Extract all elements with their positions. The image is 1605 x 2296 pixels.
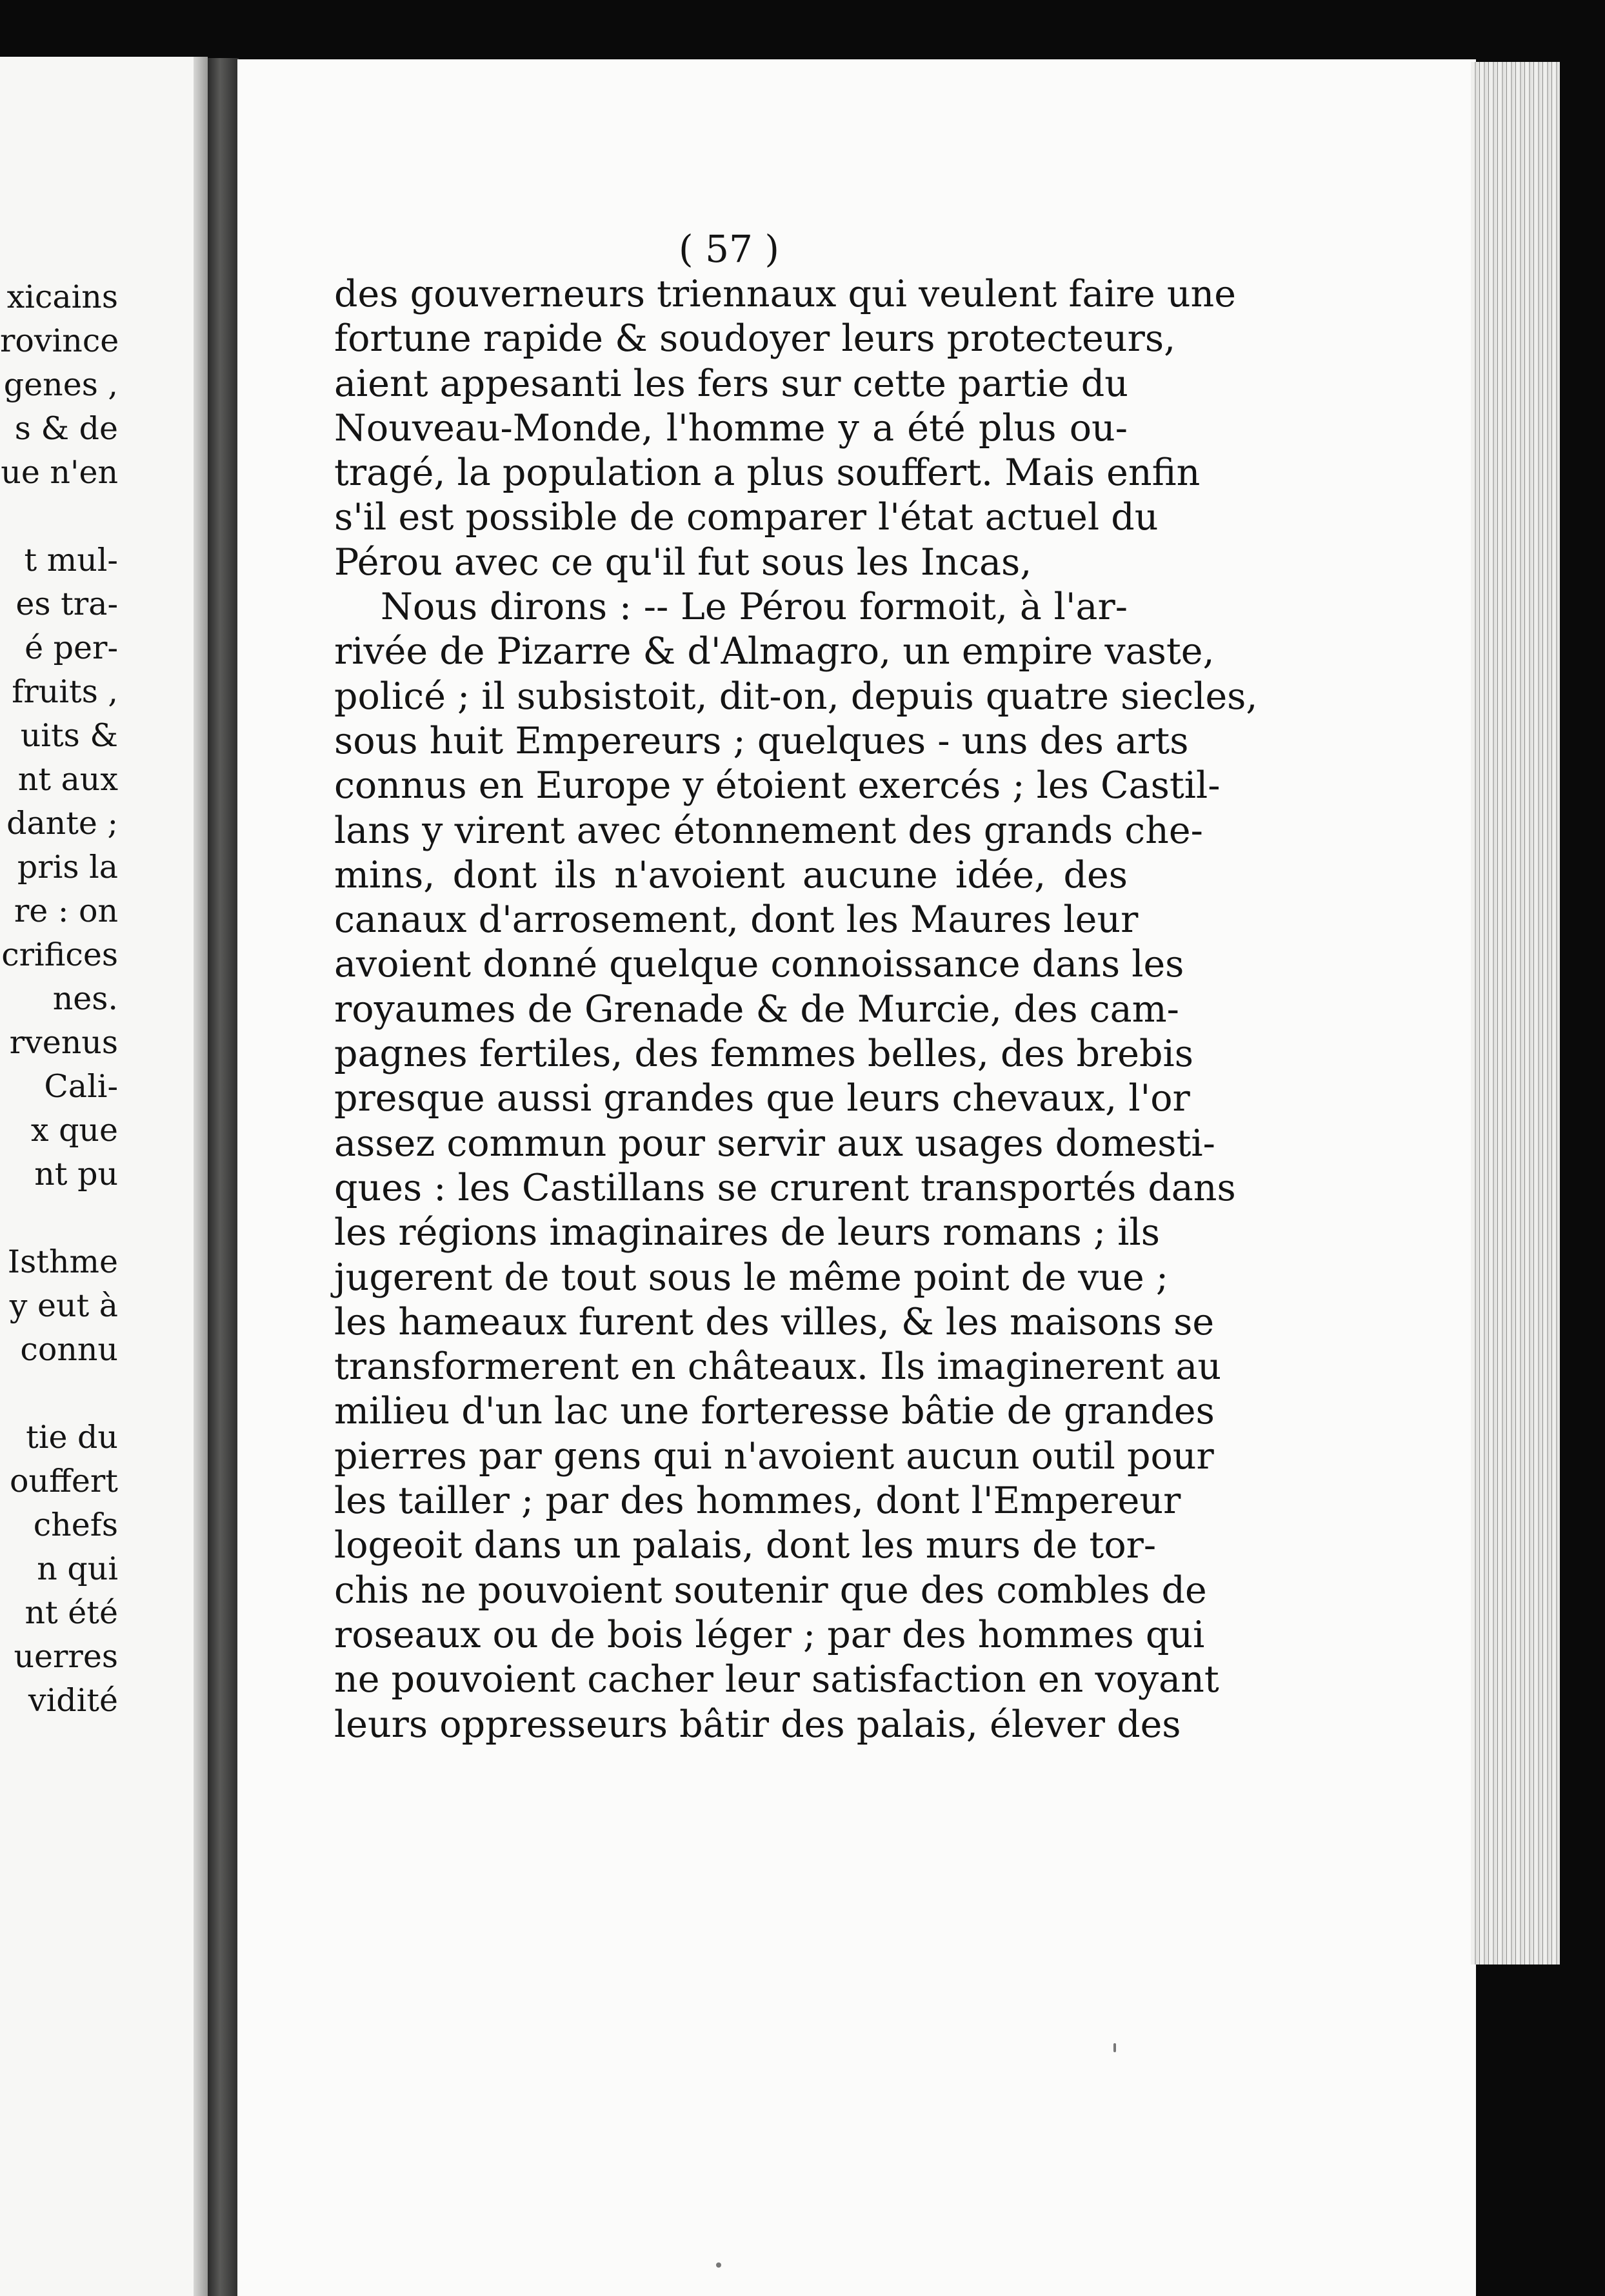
left-page-edge <box>194 57 208 2296</box>
text-line: mins, dont ils n'avoient aucune idée, des <box>334 853 1128 896</box>
text-line: canaux d'arrosement, dont les Maures leur <box>334 898 1139 942</box>
left-line: Isthme <box>7 1243 118 1280</box>
left-line: t mul- <box>24 542 118 579</box>
left-line: es tra- <box>15 586 118 622</box>
text-line: ques : les Castillans se crurent transportés dans <box>334 1166 1236 1209</box>
text-line: jugerent de tout sous le même point de vue ; <box>334 1256 1169 1299</box>
left-line: nt aux <box>17 761 118 798</box>
left-line: crifices <box>1 936 118 973</box>
left-line: chefs <box>33 1507 118 1543</box>
left-line <box>0 1196 205 1240</box>
left-line: ue n'en <box>1 454 118 491</box>
left-line: nes. <box>52 980 118 1017</box>
page-number: ( 57 ) <box>679 227 779 271</box>
text-line: Nous dirons : -- Le Pérou formoit, à l'ar- <box>381 586 1128 629</box>
text-line: Nouveau-Monde, l'homme y a été plus ou- <box>334 406 1128 450</box>
left-line: n qui <box>37 1550 118 1587</box>
text-line: pierres par gens qui n'avoient aucun outil pour <box>334 1434 1214 1478</box>
text-line: pagnes fertiles, des femmes belles, des brebis <box>334 1033 1193 1076</box>
text-line: les régions imaginaires de leurs romans ; ils <box>334 1211 1161 1254</box>
page-fore-edge <box>1471 62 1568 1964</box>
text-line: aient appesanti les fers sur cette partie du <box>334 362 1128 405</box>
left-line: nt été <box>25 1594 118 1631</box>
text-line: logeoit dans un palais, dont les murs de tor- <box>334 1524 1157 1567</box>
text-line: avoient donné quelque connoissance dans les <box>334 943 1184 986</box>
paper-speck <box>1113 2043 1116 2052</box>
left-line: uerres <box>14 1638 118 1675</box>
left-page-text <box>0 275 205 1723</box>
text-line: les tailler ; par des hommes, dont l'Empereur <box>334 1480 1181 1523</box>
text-line: milieu d'un lac une forteresse bâtie de grandes <box>334 1390 1215 1433</box>
left-line: x que <box>30 1112 118 1149</box>
left-line: pris la <box>17 849 118 886</box>
left-line: é per- <box>25 629 118 666</box>
left-line: vidité <box>28 1682 118 1719</box>
text-line: chis ne pouvoient soutenir que des combles de <box>334 1569 1207 1612</box>
text-line: connus en Europe y étoient exercés ; les Castil- <box>334 764 1221 807</box>
left-line: y eut à <box>9 1287 118 1324</box>
text-line: roseaux ou de bois léger ; par des hommes qui <box>334 1613 1205 1656</box>
background-edge <box>1560 62 1605 2296</box>
left-line: ouffert <box>10 1463 118 1499</box>
text-line: presque aussi grandes que leurs chevaux, l'or <box>334 1077 1190 1120</box>
left-line: uits & <box>20 717 118 754</box>
text-line: sous huit Empereurs ; quelques - uns des arts <box>334 719 1189 762</box>
left-line: connu <box>20 1331 118 1368</box>
body-text <box>334 272 1258 1747</box>
left-line: re : on <box>14 893 118 929</box>
left-line: s & de <box>14 410 118 447</box>
left-line: fruits , <box>12 673 118 710</box>
text-line: ne pouvoient cacher leur satisfaction en voyant <box>334 1658 1219 1701</box>
left-line: dante ; <box>6 805 118 842</box>
left-line: Cali- <box>44 1068 118 1105</box>
text-line: s'il est possible de comparer l'état actuel du <box>334 496 1159 539</box>
text-line: assez commun pour servir aux usages domesti- <box>334 1122 1215 1165</box>
paper-speck <box>716 2262 721 2268</box>
left-line: rovince <box>0 322 119 359</box>
text-line: tragé, la population a plus souffert. Mais enfin <box>334 451 1201 495</box>
text-line: lans y virent avec étonnement des grands che- <box>334 809 1203 852</box>
text-line: les hameaux furent des villes, & les maisons se <box>334 1300 1215 1343</box>
text-line: Pérou avec ce qu'il fut sous les Incas, <box>334 540 1032 584</box>
left-line: rvenus <box>9 1024 118 1061</box>
left-line: xicains <box>6 279 118 315</box>
text-line: royaumes de Grenade & de Murcie, des cam- <box>334 987 1179 1031</box>
left-line <box>0 1372 205 1416</box>
text-line: fortune rapide & soudoyer leurs protecteurs, <box>334 317 1176 361</box>
text-line: leurs oppresseurs bâtir des palais, élever des <box>334 1703 1181 1746</box>
text-line: rivée de Pizarre & d'Almagro, un empire vaste, <box>334 630 1215 673</box>
left-line: genes , <box>3 366 118 403</box>
text-line: des gouverneurs triennaux qui veulent faire une <box>334 273 1237 315</box>
left-line: nt pu <box>34 1156 118 1193</box>
left-line: tie du <box>26 1419 118 1456</box>
left-line <box>0 495 205 539</box>
text-line: policé ; il subsistoit, dit-on, depuis quatre siecles, <box>334 675 1258 718</box>
text-line: transformerent en châteaux. Ils imaginerent au <box>334 1345 1222 1389</box>
book-gutter <box>208 58 239 2296</box>
